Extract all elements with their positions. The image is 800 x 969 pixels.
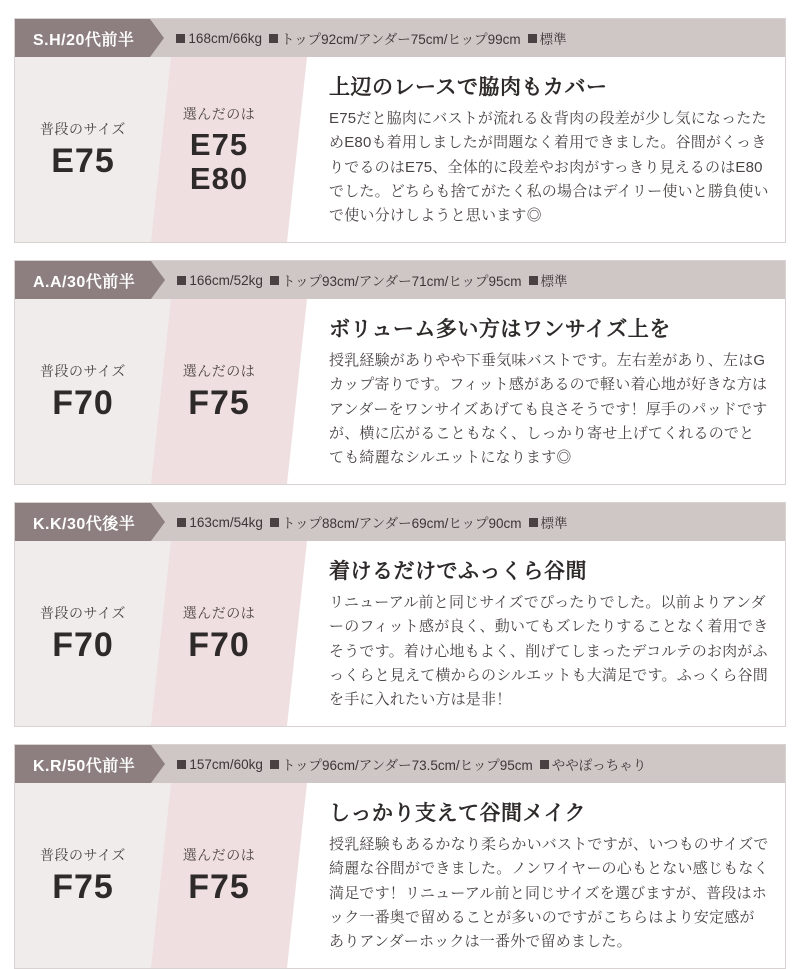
usual-size-column (15, 57, 151, 242)
spec-text: トップ96cm/アンダー73.5cm/ヒップ95cm (281, 758, 533, 773)
reviewer-specs (151, 503, 785, 541)
square-bullet-icon (270, 276, 279, 285)
square-bullet-icon (269, 34, 278, 43)
review-text (287, 57, 785, 242)
square-bullet-icon (529, 518, 538, 527)
review-title: しっかり支えて谷間メイク (329, 802, 587, 825)
review-comment: 授乳経験がありやや下垂気味バストです。左右差があり、左はGカップ寄りです。フィット感があるので軽い着心地が好きな方はアンダーをワンサイズあげても良さそうです！厚手のパッドですが、横に広がることもなく、しっかり寄せ上げてくれるのでとても綺麗なシルエットになります◎ (329, 352, 768, 467)
review-header (15, 745, 785, 783)
spec-text: 157cm/60kg (189, 756, 263, 772)
chosen-size-value: F70 (188, 626, 250, 665)
spec-item (270, 512, 522, 532)
chosen-size-column (151, 299, 287, 484)
chosen-size-column (151, 57, 287, 242)
chosen-size-column (151, 783, 287, 968)
spec-item (177, 515, 263, 530)
usual-size-value: F70 (52, 384, 114, 423)
usual-size-label: 普段のサイズ (40, 605, 126, 622)
review-body (15, 57, 785, 242)
reviewer-specs (150, 19, 785, 57)
square-bullet-icon (177, 518, 186, 527)
review-title: 上辺のレースで脇肉もカバー (329, 76, 608, 99)
reviewer-id: A.A/30代前半 (15, 261, 151, 299)
reviewer-id: K.K/30代後半 (15, 503, 151, 541)
usual-size-column (15, 783, 151, 968)
review-body (15, 299, 785, 484)
chosen-size-label: 選んだのは (182, 363, 256, 380)
reviewer-id: S.H/20代前半 (15, 19, 150, 57)
usual-size-value: F70 (52, 626, 114, 665)
reviewer-specs (151, 261, 785, 299)
review-card (14, 260, 786, 485)
review-comment: E75だと脇肉にバストが流れる＆背肉の段差が少し気になったためE80も着用しましたが問題なく着用できました。谷間がくっきりでるのはE75、全体的に段差やお肉がすっきり見えるのはE80でした。どちらも捨てがたく私の場合はデイリー使いと勝負使いで使い分けしようと思います◎ (329, 110, 769, 225)
spec-item (529, 270, 568, 290)
spec-item (528, 28, 567, 48)
usual-size-label: 普段のサイズ (40, 847, 126, 864)
spec-item (529, 512, 568, 532)
chosen-size-label: 選んだのは (182, 847, 256, 864)
spec-item (540, 754, 647, 774)
spec-text: トップ92cm/アンダー75cm/ヒップ99cm (280, 32, 521, 47)
reviewer-specs (151, 745, 785, 783)
spec-text: 標準 (539, 32, 567, 47)
chosen-size-value: F75 (188, 384, 250, 423)
review-comment: 授乳経験もあるかなり柔らかいバストですが、いつものサイズで綺麗な谷間ができました。ノンワイヤーの心もとない感じもなく満足です！リニューアル前と同じサイズを選びますが、普段はホック一番奥で留めることが多いのですがこちらはより安定感がありアンダーホックは一番外で留めました。 (329, 836, 769, 951)
review-header (15, 19, 785, 57)
chosen-size-value: E75 E80 (189, 127, 249, 196)
usual-size-label: 普段のサイズ (40, 363, 126, 380)
square-bullet-icon (177, 760, 186, 769)
review-text (287, 783, 785, 968)
spec-item (270, 270, 522, 290)
usual-size-column (15, 541, 151, 726)
review-card (14, 18, 786, 243)
square-bullet-icon (176, 34, 185, 43)
spec-item (177, 757, 263, 772)
review-header (15, 261, 785, 299)
reviewer-id: K.R/50代前半 (15, 745, 151, 783)
square-bullet-icon (528, 34, 537, 43)
review-card (14, 744, 786, 969)
spec-text: 標準 (540, 516, 568, 531)
usual-size-value: F75 (52, 868, 114, 907)
chosen-size-value: F75 (188, 868, 250, 907)
square-bullet-icon (270, 760, 279, 769)
spec-text: 168cm/66kg (188, 30, 262, 46)
spec-text: 標準 (540, 274, 568, 289)
chosen-size-column (151, 541, 287, 726)
review-text (287, 299, 785, 484)
spec-text: ややぽっちゃり (551, 758, 647, 773)
review-title: 着けるだけでふっくら谷間 (329, 560, 587, 583)
square-bullet-icon (177, 276, 186, 285)
spec-text: 163cm/54kg (189, 514, 263, 530)
square-bullet-icon (529, 276, 538, 285)
spec-item (269, 28, 521, 48)
review-header (15, 503, 785, 541)
usual-size-value: E75 (51, 142, 115, 181)
spec-item (270, 754, 533, 774)
usual-size-label: 普段のサイズ (40, 121, 126, 138)
spec-item (177, 273, 263, 288)
spec-text: 166cm/52kg (189, 272, 263, 288)
review-text (287, 541, 785, 726)
spec-item (176, 31, 262, 46)
spec-text: トップ93cm/アンダー71cm/ヒップ95cm (281, 274, 522, 289)
spec-text: トップ88cm/アンダー69cm/ヒップ90cm (281, 516, 522, 531)
review-title: ボリューム多い方はワンサイズ上を (329, 318, 671, 341)
chosen-size-label: 選んだのは (182, 106, 256, 123)
usual-size-column (15, 299, 151, 484)
review-card (14, 502, 786, 727)
square-bullet-icon (540, 760, 549, 769)
square-bullet-icon (270, 518, 279, 527)
review-body (15, 541, 785, 726)
chosen-size-label: 選んだのは (182, 605, 256, 622)
review-comment: リニューアル前と同じサイズでぴったりでした。以前よりアンダーのフィット感が良く、動いてもズレたりすることなく着用できそうです。着け心地もよく、削げてしまったデコルテのお肉がふっくらと見えて横からのシルエットも大満足です。ふっくら谷間を手に入れたい方は是非！ (329, 594, 769, 709)
review-body (15, 783, 785, 968)
